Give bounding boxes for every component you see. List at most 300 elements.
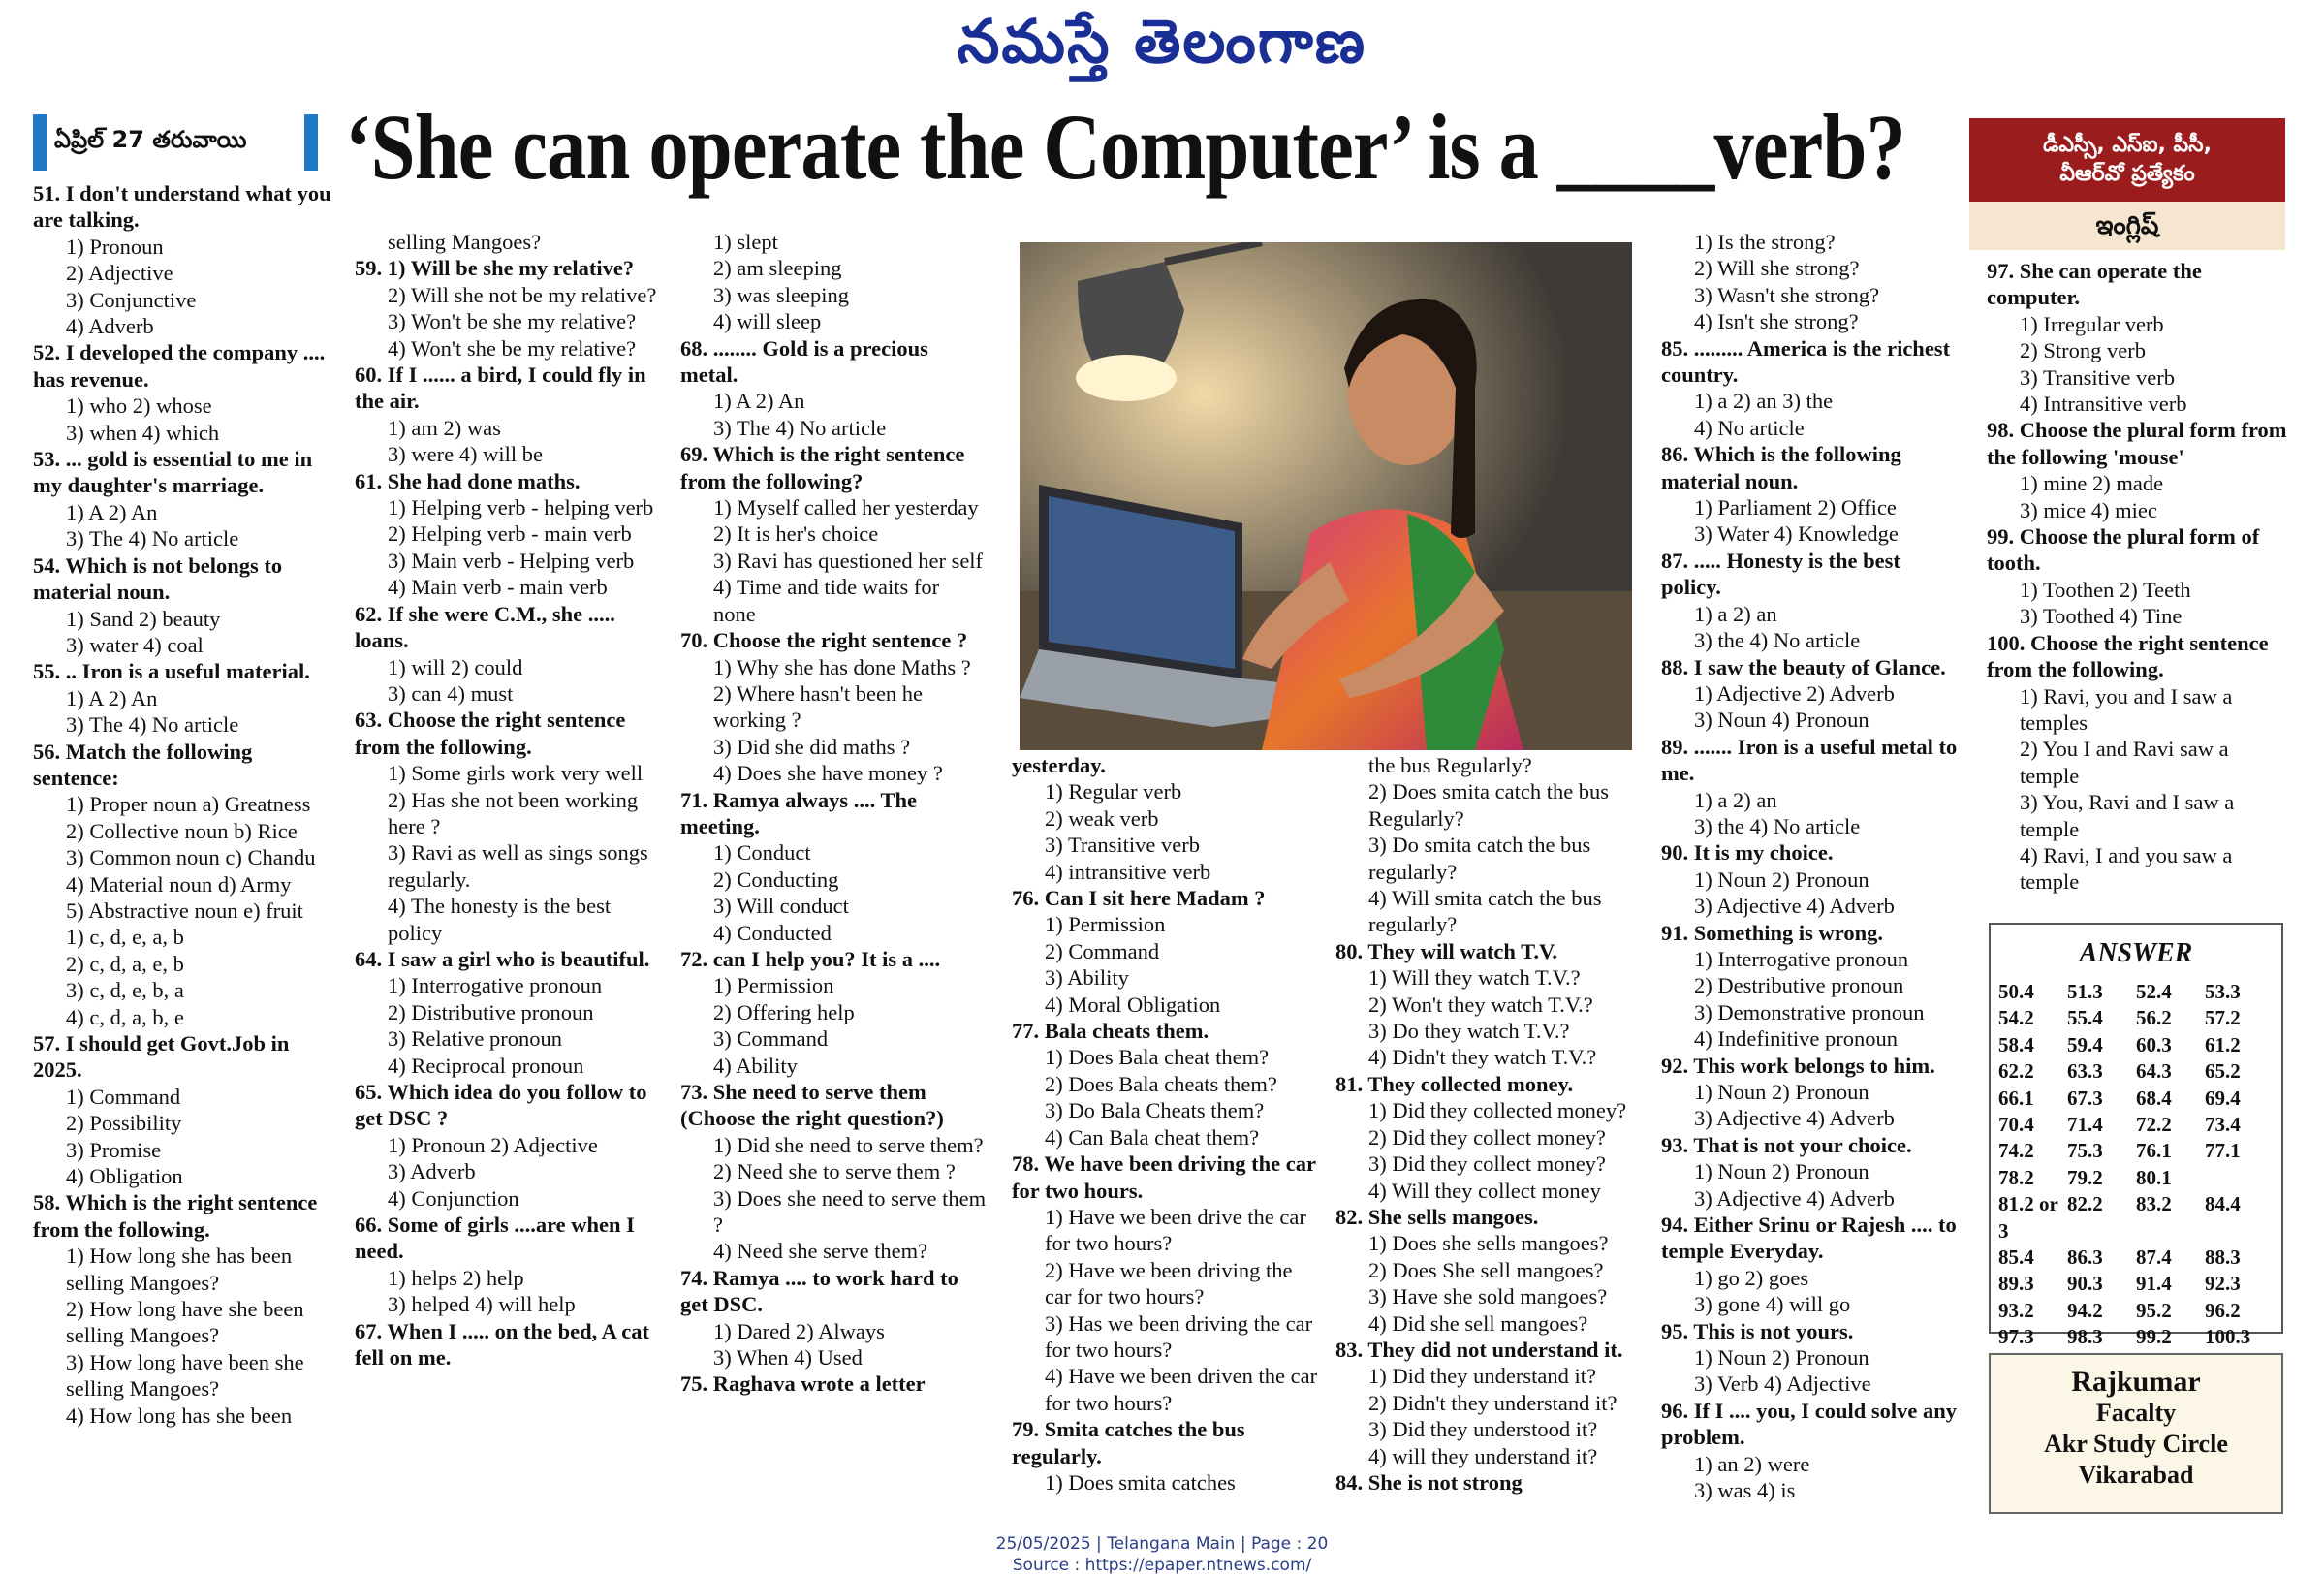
- question-text: 60. If I ...... a bird, I could fly in the air.: [355, 362, 646, 414]
- question-block: [1661, 1212, 1963, 1318]
- option-text: 1) will 2) could: [388, 654, 523, 679]
- answer-item: 65.2: [2205, 1059, 2241, 1084]
- option-text: 4) Can Bala cheat them?: [1045, 1124, 1260, 1150]
- question-text: 72. can I help you? It is a ....: [680, 946, 941, 971]
- option-text: 2) Destributive pronoun: [1694, 973, 1904, 998]
- option-text: the bus Regularly?: [1368, 753, 1532, 777]
- questions-column-2: [355, 229, 661, 1371]
- option-text: 1) Helping verb - helping verb: [388, 495, 654, 520]
- option-text: 3) Adjective 4) Adverb: [1694, 1106, 1895, 1131]
- option-text: 1) Adjective 2) Adverb: [1694, 680, 1895, 706]
- question-text: 98. Choose the plural form from the following 'mouse': [1987, 418, 2287, 469]
- questions-column-6: [1661, 229, 1963, 1504]
- answer-item: 60.3: [2136, 1032, 2172, 1056]
- question-text: 65. Which idea do you follow to get DSC ?: [355, 1080, 647, 1131]
- question-text: 100. Choose the right sentence from the following.: [1987, 630, 2269, 682]
- option-text: 3) Did they collect money?: [1368, 1151, 1606, 1177]
- option-text: 1) Interrogative pronoun: [388, 973, 603, 998]
- option-text: 1) Conduct: [713, 840, 811, 866]
- option-text: 2) Did they collect money?: [1368, 1124, 1606, 1150]
- question-block: [1012, 1018, 1320, 1150]
- option-text: 1) A 2) An: [66, 685, 158, 710]
- answer-item: 80.1: [2136, 1165, 2172, 1189]
- question-text: 53. ... gold is essential to me in my daughter's marriage.: [33, 447, 313, 498]
- continuation-tag: ఏప్రిల్ 27 తరువాయి: [33, 114, 318, 171]
- option-text: 4) Need she serve them?: [713, 1239, 928, 1264]
- question-block: [680, 229, 987, 335]
- question-block: [355, 468, 661, 601]
- questions-column-7: [1987, 258, 2287, 896]
- answer-item: 100.3: [2205, 1325, 2251, 1349]
- option-text: 1) Did they understand it?: [1368, 1364, 1596, 1389]
- answer-item: 97.3: [1998, 1325, 2034, 1349]
- option-text: 1) Interrogative pronoun: [1694, 946, 1909, 971]
- headline: ‘She can operate the Computer’ is a ____verb?: [345, 95, 1905, 199]
- question-block: [680, 335, 987, 442]
- option-text: 2) Conducting: [713, 867, 839, 892]
- question-block: [680, 627, 987, 786]
- question-block: [33, 658, 333, 738]
- option-text: 1) Noun 2) Pronoun: [1694, 1080, 1869, 1104]
- option-text: 1) Have we been drive the car for two hours?: [1045, 1204, 1306, 1256]
- question-block: [1661, 335, 1963, 442]
- answer-item: 87.4: [2136, 1245, 2172, 1270]
- question-block: [1661, 1398, 1963, 1504]
- question-text: 68. ........ Gold is a precious metal.: [680, 335, 928, 388]
- answer-item: 73.4: [2205, 1113, 2241, 1137]
- questions-column-3: [680, 229, 987, 1398]
- option-text: 3) Water 4) Knowledge: [1694, 521, 1899, 547]
- answer-item: 83.2: [2136, 1192, 2172, 1216]
- question-text: 64. I saw a girl who is beautiful.: [355, 946, 650, 971]
- footer-source: Source : https://epaper.ntnews.com/: [1012, 1556, 1312, 1575]
- question-block: [1661, 839, 1963, 919]
- option-text: 1) who 2) whose: [66, 394, 212, 419]
- option-text: 1) A 2) An: [66, 499, 158, 524]
- option-text: 1) Regular verb: [1045, 779, 1182, 804]
- answer-item: 61.2: [2205, 1032, 2241, 1056]
- option-text: 3) when 4) which: [66, 420, 220, 445]
- option-text: 3) the 4) No article: [1694, 813, 1861, 838]
- option-text: 3) Common noun c) Chandu: [66, 845, 316, 870]
- answer-item: 71.4: [2067, 1113, 2103, 1137]
- option-text: 3) Adverb: [388, 1159, 476, 1184]
- option-text: 2) Possibility: [66, 1111, 182, 1136]
- option-text: 1) Parliament 2) Office: [1694, 495, 1897, 520]
- option-text: 3) Will conduct: [713, 894, 849, 919]
- answer-item: [2205, 1165, 2274, 1191]
- option-text: 1) Proper noun a) Greatness: [66, 792, 311, 817]
- answer-item: 90.3: [2067, 1272, 2103, 1296]
- option-text: 1) go 2) goes: [1694, 1265, 1809, 1290]
- option-text: 2) Will she strong?: [1694, 256, 1860, 281]
- answer-item: 96.2: [2205, 1298, 2241, 1322]
- option-text: 1) Pronoun: [66, 234, 164, 259]
- answer-item: 67.3: [2067, 1086, 2103, 1110]
- option-text: 2) Adjective: [66, 261, 173, 286]
- question-text: 56. Match the following sentence:: [33, 739, 253, 790]
- question-block: [1661, 734, 1963, 840]
- option-text: 4) c, d, a, b, e: [66, 1004, 184, 1029]
- question-block: [355, 707, 661, 946]
- subject-label: ఇంగ్లిష్: [1969, 202, 2285, 250]
- question-text: 75. Raghava wrote a letter: [680, 1371, 926, 1397]
- option-text: 4) Reciprocal pronoun: [388, 1053, 584, 1078]
- option-text: 2) Does smita catch the bus Regularly?: [1368, 779, 1610, 831]
- option-text: 2) Strong verb: [2020, 338, 2146, 363]
- option-text: 1) Noun 2) Pronoun: [1694, 867, 1869, 892]
- option-text: 1) Irregular verb: [2020, 311, 2164, 336]
- option-text: 3) Transitive verb: [1045, 833, 1200, 858]
- answer-item: 55.4: [2067, 1006, 2103, 1030]
- questions-column-1: [33, 180, 333, 1429]
- question-block: [1661, 441, 1963, 548]
- option-text: 3) Toothed 4) Tine: [2020, 604, 2183, 629]
- question-block: [33, 1030, 333, 1189]
- woman-laptop-photo: [1020, 242, 1632, 750]
- question-block: [680, 1265, 987, 1371]
- option-text: 4) Isn't she strong?: [1694, 309, 1859, 334]
- question-text: 92. This work belongs to him.: [1661, 1053, 1935, 1078]
- question-text: 83. They did not understand it.: [1335, 1337, 1623, 1362]
- question-text: 74. Ramya .... to work hard to get DSC.: [680, 1265, 958, 1317]
- option-text: 3) gone 4) will go: [1694, 1292, 1851, 1317]
- masthead: నమస్తే తెలంగాణ: [957, 6, 1367, 77]
- option-text: 3) Have she sold mangoes?: [1368, 1284, 1608, 1309]
- question-text: 63. Choose the right sentence from the following.: [355, 708, 626, 759]
- option-text: 3) was sleeping: [713, 282, 849, 307]
- question-text: 93. That is not your choice.: [1661, 1132, 1912, 1157]
- answer-item: 93.2: [1998, 1298, 2034, 1322]
- option-text: 4) Main verb - main verb: [388, 575, 608, 600]
- question-block: [33, 1189, 333, 1429]
- option-text: 3) How long have been she selling Mangoes?: [66, 1349, 304, 1402]
- answer-item: 66.1: [1998, 1086, 2034, 1110]
- answer-item: 59.4: [2067, 1032, 2103, 1056]
- answer-item: 75.3: [2067, 1139, 2103, 1163]
- question-block: [1661, 229, 1963, 335]
- option-text: 2) You I and Ravi saw a temple: [2020, 737, 2229, 788]
- option-text: 3) You, Ravi and I saw a temple: [2020, 790, 2235, 841]
- question-text: 78. We have been driving the car for two hours.: [1012, 1151, 1316, 1203]
- question-block: [1012, 1416, 1320, 1496]
- question-block: [680, 1079, 987, 1265]
- option-text: 2) c, d, a, e, b: [66, 951, 184, 976]
- option-text: 3) Command: [713, 1026, 829, 1052]
- answer-item: 53.3: [2205, 980, 2241, 1003]
- exam-banner: [1969, 118, 2285, 202]
- option-text: 2) Have we been driving the car for two hours?: [1045, 1257, 1293, 1309]
- answer-item: 52.4: [2136, 980, 2172, 1003]
- option-text: 3) The 4) No article: [66, 526, 239, 552]
- question-text: 73. She need to serve them (Choose the right question?): [680, 1080, 944, 1131]
- option-text: 3) The 4) No article: [66, 712, 239, 738]
- question-text: 88. I saw the beauty of Glance.: [1661, 654, 1946, 679]
- question-text: 54. Which is not belongs to material noun.: [33, 552, 283, 605]
- question-text: 52. I developed the company .... has revenue.: [33, 340, 326, 392]
- question-block: [1335, 752, 1644, 938]
- answer-item: 74.2: [1998, 1139, 2034, 1163]
- author-credit: [1989, 1353, 2283, 1514]
- option-text: 4) How long has she been: [66, 1403, 293, 1428]
- answer-item: 88.3: [2205, 1245, 2241, 1270]
- option-text: 3) helped 4) will help: [388, 1292, 576, 1317]
- question-text: 96. If I .... you, I could solve any problem.: [1661, 1398, 1958, 1450]
- question-block: [1987, 523, 2287, 630]
- option-text: 4) Will they collect money: [1368, 1178, 1601, 1203]
- option-text: 2) It is her's choice: [713, 521, 879, 547]
- question-text: 99. Choose the plural form of tooth.: [1987, 524, 2260, 576]
- answer-item: 86.3: [2067, 1245, 2103, 1270]
- answer-item: 62.2: [1998, 1059, 2034, 1084]
- option-text: 3) Adjective 4) Adverb: [1694, 894, 1895, 919]
- option-text: 3) Does she need to serve them ?: [713, 1185, 987, 1238]
- question-block: [680, 787, 987, 946]
- option-text: 3) Relative pronoun: [388, 1026, 562, 1052]
- option-text: 4) will sleep: [713, 309, 822, 334]
- question-block: [1012, 752, 1320, 885]
- answer-item: 98.3: [2067, 1325, 2103, 1349]
- answer-item: 91.4: [2136, 1272, 2172, 1296]
- question-block: [1335, 1469, 1644, 1496]
- option-text: 3) Ravi has questioned her self: [713, 548, 984, 573]
- option-text: 2) am sleeping: [713, 256, 842, 281]
- question-text: 66. Some of girls ....are when I need.: [355, 1213, 635, 1264]
- option-text: 1) Does Bala cheat them?: [1045, 1045, 1270, 1070]
- option-text: 1) Permission: [1045, 912, 1166, 937]
- option-text: 4) Have we been driven the car for two hours?: [1045, 1364, 1318, 1415]
- option-text: 4) Intransitive verb: [2020, 392, 2187, 417]
- question-block: [355, 601, 661, 708]
- answer-title: ANSWER: [2079, 938, 2193, 968]
- option-text: 1) How long she has been selling Mangoes?: [66, 1244, 293, 1295]
- question-block: [355, 1079, 661, 1212]
- question-block: [1661, 548, 1963, 654]
- question-text: 80. They will watch T.V.: [1335, 938, 1557, 963]
- option-text: 2) Need she to serve them ?: [713, 1159, 956, 1184]
- option-text: 4) Will smita catch the bus regularly?: [1368, 886, 1602, 937]
- answer-item: 78.2: [1998, 1165, 2034, 1189]
- answer-item: 82.2: [2067, 1192, 2103, 1216]
- question-block: [355, 946, 661, 1079]
- author-role: Facalty: [2095, 1399, 2177, 1427]
- answer-item: 63.3: [2067, 1059, 2103, 1084]
- option-text: 1) a 2) an 3) the: [1694, 389, 1834, 414]
- author-institute: Akr Study Circle: [2044, 1430, 2228, 1458]
- question-text: 86. Which is the following material noun.: [1661, 442, 1901, 493]
- answer-key: [1989, 923, 2283, 1349]
- answer-item: 70.4: [1998, 1113, 2034, 1137]
- answer-grid: [1991, 979, 2281, 1351]
- option-text: 1) Noun 2) Pronoun: [1694, 1159, 1869, 1184]
- answer-item: 68.4: [2136, 1086, 2172, 1110]
- option-text: 4) The honesty is the best policy: [388, 894, 612, 945]
- question-block: [1987, 258, 2287, 417]
- option-text: 1) Did she need to serve them?: [713, 1132, 984, 1157]
- option-text: 1) Permission: [713, 973, 834, 998]
- question-text: 61. She had done maths.: [355, 468, 581, 493]
- option-text: 3) When 4) Used: [713, 1345, 863, 1371]
- answer-item: 56.2: [2136, 1006, 2172, 1030]
- option-text: 4) Conducted: [713, 920, 832, 945]
- answer-item: 72.2: [2136, 1113, 2172, 1137]
- answer-item: 57.2: [2205, 1006, 2241, 1030]
- question-block: [33, 739, 333, 1030]
- answer-item: 58.4: [1998, 1032, 2034, 1056]
- option-text: 1) a 2) an: [1694, 787, 1777, 812]
- option-text: 1) Does she sells mangoes?: [1368, 1231, 1609, 1256]
- option-text: 1) Does smita catches: [1045, 1469, 1236, 1495]
- question-block: [1335, 1337, 1644, 1469]
- option-text: 4) Moral Obligation: [1045, 992, 1221, 1017]
- question-block: [33, 446, 333, 552]
- option-text: 3) water 4) coal: [66, 632, 204, 657]
- page-footer: [0, 1533, 2324, 1576]
- question-block: [1987, 417, 2287, 523]
- question-block: [1335, 1071, 1644, 1204]
- option-text: selling Mangoes?: [388, 230, 542, 254]
- option-text: 1) Noun 2) Pronoun: [1694, 1345, 1869, 1371]
- author-place: Vikarabad: [2078, 1461, 2194, 1489]
- answer-item: 69.4: [2205, 1086, 2241, 1110]
- option-text: 2) Helping verb - main verb: [388, 521, 632, 547]
- question-text: 94. Either Srinu or Rajesh .... to temple Everyday.: [1661, 1213, 1957, 1264]
- questions-column-5: [1335, 752, 1644, 1496]
- option-text: 3) Did they understood it?: [1368, 1417, 1598, 1442]
- question-text: 57. I should get Govt.Job in 2025.: [33, 1031, 290, 1083]
- question-text: 87. ..... Honesty is the best policy.: [1661, 548, 1900, 600]
- question-block: [680, 1371, 987, 1397]
- option-text: 2) Didn't they understand it?: [1368, 1390, 1617, 1415]
- option-text: 1) Will they watch T.V.?: [1368, 965, 1581, 991]
- option-text: 1) Command: [66, 1084, 181, 1109]
- option-text: 3) Main verb - Helping verb: [388, 548, 635, 573]
- option-text: 2) Does Bala cheats them?: [1045, 1071, 1277, 1096]
- author-name: Rajkumar: [2071, 1366, 2201, 1398]
- option-text: 4) Ravi, I and you saw a temple: [2020, 842, 2233, 895]
- question-text: 77. Bala cheats them.: [1012, 1019, 1209, 1044]
- footer-date: 25/05/2025 | Telangana Main | Page : 20: [995, 1534, 1329, 1554]
- option-text: 3) Do smita catch the bus regularly?: [1368, 833, 1591, 884]
- exam-banner-line: డీఎస్సీ, ఎస్‌ఐ, పీసీ,: [2043, 133, 2212, 157]
- option-text: 4) intransitive verb: [1045, 859, 1211, 884]
- option-text: 1) Is the strong?: [1694, 230, 1836, 254]
- option-text: 2) Won't they watch T.V.?: [1368, 992, 1593, 1017]
- answer-item: 95.2: [2136, 1298, 2172, 1322]
- question-block: [33, 339, 333, 446]
- questions-column-4: [1012, 752, 1320, 1496]
- option-text: 3) Wasn't she strong?: [1694, 282, 1880, 307]
- option-text: 2) Has she not been working here ?: [388, 787, 639, 838]
- option-text: 3) Has we been driving the car for two hours?: [1045, 1310, 1313, 1362]
- question-block: [33, 180, 333, 339]
- answer-item: 77.1: [2205, 1139, 2241, 1163]
- option-text: 3) Promise: [66, 1137, 162, 1162]
- option-text: 1) A 2) An: [713, 389, 805, 414]
- answer-item: 94.2: [2067, 1298, 2103, 1322]
- question-block: [1661, 1132, 1963, 1212]
- question-text: 55. .. Iron is a useful material.: [33, 659, 310, 684]
- option-text: 4) Does she have money ?: [713, 761, 943, 786]
- answer-item: 99.2: [2136, 1325, 2172, 1349]
- answer-item: 50.4: [1998, 980, 2034, 1003]
- question-block: [1335, 1204, 1644, 1337]
- answer-item: 81.2 or 3: [1998, 1192, 2058, 1243]
- option-text: 5) Abstractive noun e) fruit: [66, 898, 303, 923]
- option-text: 2) How long have she been selling Mangoes?: [66, 1297, 304, 1348]
- question-text: 85. ......... America is the richest country.: [1661, 335, 1951, 388]
- option-text: 1) Why she has done Maths ?: [713, 654, 971, 679]
- option-text: 1) am 2) was: [388, 415, 501, 440]
- option-text: 4) No article: [1694, 415, 1805, 440]
- question-text: 71. Ramya always .... The meeting.: [680, 787, 917, 838]
- option-text: 3) Ravi as well as sings songs regularly.: [388, 840, 648, 892]
- option-text: 3) Do they watch T.V.?: [1368, 1019, 1570, 1044]
- answer-item: 85.4: [1998, 1245, 2034, 1270]
- question-text: 79. Smita catches the bus regularly.: [1012, 1417, 1245, 1468]
- option-text: 3) Noun 4) Pronoun: [1694, 708, 1869, 733]
- option-text: 1) Ravi, you and I saw a temples: [2020, 683, 2233, 735]
- option-text: 2) Where hasn't been he working ?: [713, 680, 924, 733]
- option-text: 4) Did she sell mangoes?: [1368, 1310, 1588, 1336]
- option-text: 1) Did they collected money?: [1368, 1098, 1627, 1123]
- option-text: 3) the 4) No article: [1694, 628, 1861, 653]
- answer-item: 79.2: [2067, 1165, 2103, 1189]
- answer-item: 64.3: [2136, 1059, 2172, 1084]
- option-text: 4) will they understand it?: [1368, 1443, 1598, 1468]
- option-text: 3) Did she did maths ?: [713, 734, 911, 759]
- question-text: 70. Choose the right sentence ?: [680, 628, 968, 653]
- question-text: 51. I don't understand what you are talking.: [33, 181, 331, 233]
- question-block: [355, 362, 661, 468]
- question-text: 76. Can I sit here Madam ?: [1012, 886, 1266, 911]
- answer-item: 89.3: [1998, 1272, 2034, 1296]
- option-text: 1) Dared 2) Always: [713, 1318, 885, 1343]
- option-text: 3) Do Bala Cheats them?: [1045, 1098, 1265, 1123]
- option-text: 1) helps 2) help: [388, 1265, 524, 1290]
- option-text: 3) Ability: [1045, 965, 1129, 991]
- question-text: 95. This is not yours.: [1661, 1318, 1854, 1343]
- option-text: 4) Obligation: [66, 1164, 183, 1189]
- question-block: [33, 552, 333, 659]
- question-block: [1661, 1318, 1963, 1398]
- option-text: 4) Adverb: [66, 314, 154, 339]
- option-text: 1) Pronoun 2) Adjective: [388, 1132, 598, 1157]
- question-text: 62. If she were C.M., she ..... loans.: [355, 601, 615, 653]
- question-text: 91. Something is wrong.: [1661, 920, 1883, 945]
- question-block: [680, 946, 987, 1079]
- option-text: 1) Toothen 2) Teeth: [2020, 577, 2191, 602]
- option-text: 1) an 2) were: [1694, 1451, 1810, 1476]
- option-text: 3) Won't be she my relative?: [388, 309, 637, 334]
- question-block: [355, 1318, 661, 1371]
- answer-item: 84.4: [2205, 1192, 2241, 1216]
- option-text: 2) Command: [1045, 938, 1160, 963]
- option-text: 1) slept: [713, 230, 778, 254]
- question-block: [1012, 885, 1320, 1018]
- answer-item: 76.1: [2136, 1139, 2172, 1163]
- option-text: 4) Time and tide waits for none: [713, 575, 940, 626]
- question-block: [1012, 1150, 1320, 1416]
- option-text: 1) a 2) an: [1694, 601, 1777, 626]
- question-block: [1335, 938, 1644, 1071]
- option-text: 4) Conjunction: [388, 1185, 519, 1211]
- option-text: 3) Conjunctive: [66, 287, 197, 312]
- question-text: 59. 1) Will be she my relative?: [355, 256, 635, 281]
- answer-item: 51.3: [2067, 980, 2103, 1003]
- question-text: 82. She sells mangoes.: [1335, 1204, 1539, 1229]
- question-block: [1661, 920, 1963, 1053]
